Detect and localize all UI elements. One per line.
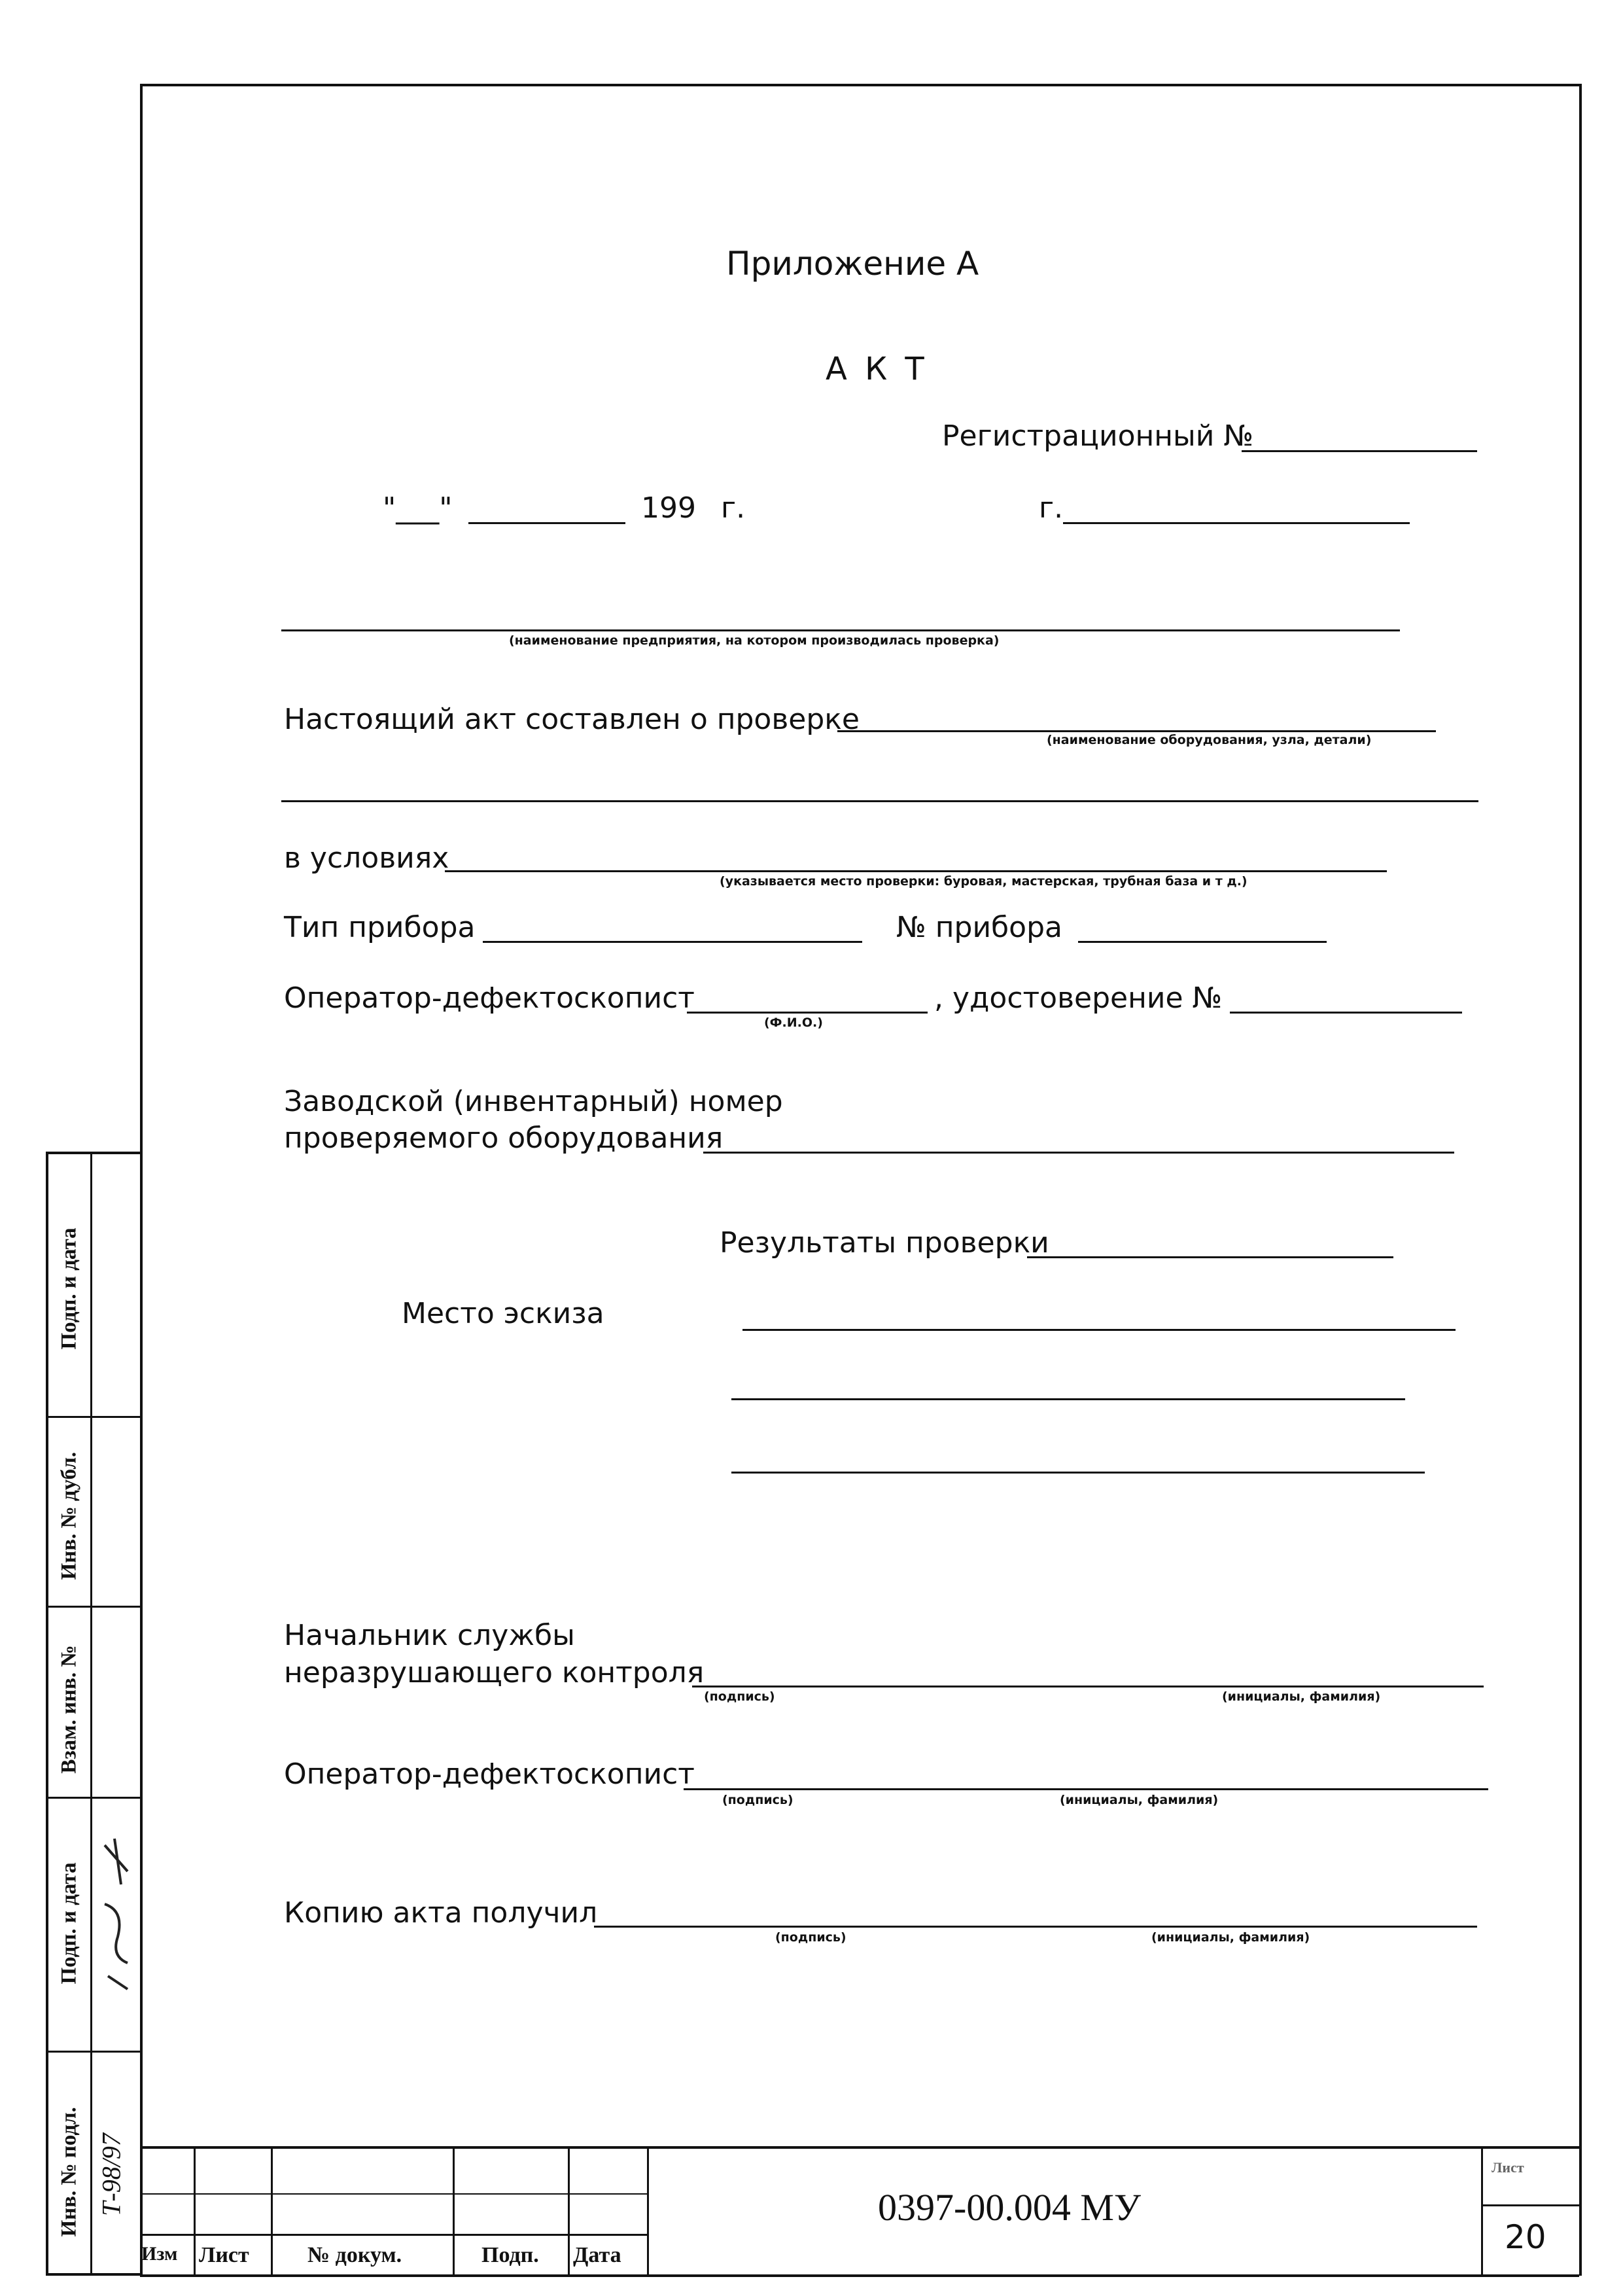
side-stamp-replace-inv: Взам. инв. № bbox=[57, 1645, 81, 1774]
title-block-sheet-row-divider bbox=[1481, 2204, 1579, 2206]
copy-label: Копию акта получил bbox=[284, 1896, 598, 1930]
registration-number-field[interactable] bbox=[1242, 450, 1477, 452]
title-block-col-list: Лист bbox=[199, 2243, 249, 2267]
serial-label-line1: Заводской (инвентарный) номер bbox=[284, 1085, 783, 1118]
title-block-col-divider-1 bbox=[194, 2149, 196, 2276]
serial-label-line2: проверяемого оборудования bbox=[284, 1122, 724, 1155]
sheet-label: Лист bbox=[1492, 2159, 1524, 2176]
certificate-number-field[interactable] bbox=[1230, 1012, 1462, 1014]
results-field-3[interactable] bbox=[731, 1398, 1405, 1400]
operator-label: Оператор-дефектоскопист bbox=[284, 981, 695, 1015]
title-block-sheet-divider bbox=[1481, 2149, 1483, 2276]
conditions-label: в условиях bbox=[284, 841, 449, 875]
certificate-label: , удостоверение № bbox=[934, 981, 1223, 1015]
side-stamp-divider-1 bbox=[48, 1416, 141, 1418]
title-block-col-divider-2 bbox=[271, 2149, 273, 2276]
title-block-col-doc: № докум. bbox=[307, 2243, 402, 2267]
title-block-row-divider-2 bbox=[140, 2234, 647, 2236]
frame-right-border bbox=[1579, 84, 1582, 2276]
operator-name-field[interactable] bbox=[687, 1012, 928, 1014]
sheet-number: 20 bbox=[1505, 2218, 1546, 2256]
results-field-2[interactable] bbox=[742, 1329, 1456, 1331]
copy-signature-field[interactable] bbox=[594, 1926, 1477, 1928]
title-block-col-divider-3 bbox=[453, 2149, 455, 2276]
appendix-title: Приложение А bbox=[726, 245, 979, 283]
side-stamp-sign-date-1: Подп. и дата bbox=[57, 1227, 81, 1350]
handwritten-signature bbox=[92, 1832, 140, 2002]
side-stamp-sign-date-2: Подп. и дата bbox=[57, 1862, 81, 1985]
device-type-field[interactable] bbox=[483, 941, 862, 943]
frame-top-border bbox=[140, 84, 1579, 86]
title-block-col-date: Дата bbox=[573, 2243, 621, 2267]
fio-hint: (Ф.И.О.) bbox=[764, 1016, 823, 1030]
chief-signature-field[interactable] bbox=[692, 1686, 1484, 1687]
year-label: 199 bbox=[641, 491, 696, 525]
operator2-initials-hint: (инициалы, фамилия) bbox=[1060, 1793, 1219, 1807]
results-field-1[interactable] bbox=[1027, 1256, 1393, 1258]
chief-label-line1: Начальник службы bbox=[284, 1619, 575, 1652]
handwritten-inv-number: Т-98/97 bbox=[96, 2133, 126, 2216]
side-stamp-inv-orig: Инв. № подл. bbox=[57, 2107, 81, 2237]
document-code: 0397-00.004 МУ bbox=[878, 2186, 1141, 2229]
conditions-hint: (указывается место проверки: буровая, мастерская, трубная база и т д.) bbox=[720, 874, 1248, 889]
act-title: А К Т bbox=[826, 351, 928, 387]
chief-initials-hint: (инициалы, фамилия) bbox=[1222, 1689, 1381, 1704]
operator2-signature-field[interactable] bbox=[684, 1788, 1488, 1790]
enterprise-field[interactable] bbox=[281, 629, 1400, 631]
device-number-label: № прибора bbox=[896, 911, 1062, 944]
side-stamp-divider-3 bbox=[48, 1797, 141, 1799]
equipment-field[interactable] bbox=[837, 730, 1436, 732]
side-stamp-divider-vertical bbox=[90, 1154, 92, 2273]
enterprise-hint: (наименование предприятия, на котором производилась проверка) bbox=[509, 633, 1000, 648]
check-label: Настоящий акт составлен о проверке bbox=[284, 703, 860, 736]
year-suffix: г. bbox=[721, 491, 746, 525]
city-label: г. bbox=[1039, 491, 1064, 525]
title-block-col-divider-5 bbox=[647, 2149, 649, 2276]
equipment-hint: (наименование оборудования, узла, детали) bbox=[1047, 733, 1372, 747]
results-field-4[interactable] bbox=[731, 1472, 1425, 1474]
operator2-signature-hint: (подпись) bbox=[722, 1793, 794, 1807]
registration-label: Регистрационный № bbox=[942, 419, 1254, 453]
side-stamp-divider-2 bbox=[48, 1606, 141, 1608]
title-block-col-sign: Подп. bbox=[481, 2243, 539, 2267]
title-block-col-izm: Изм bbox=[141, 2243, 178, 2265]
serial-number-field[interactable] bbox=[703, 1152, 1454, 1154]
sketch-label: Место эскиза bbox=[402, 1297, 604, 1330]
chief-label-line2: неразрушающего контроля bbox=[284, 1656, 705, 1689]
device-type-label: Тип прибора bbox=[284, 911, 476, 944]
copy-signature-hint: (подпись) bbox=[775, 1930, 846, 1945]
conditions-field[interactable] bbox=[445, 870, 1387, 872]
side-stamp-divider-4 bbox=[48, 2051, 141, 2053]
side-stamp-inv-dup: Инв. № дубл. bbox=[57, 1451, 81, 1580]
operator2-label: Оператор-дефектоскопист bbox=[284, 1757, 695, 1791]
title-block-col-divider-4 bbox=[568, 2149, 570, 2276]
device-number-field[interactable] bbox=[1078, 941, 1327, 943]
date-day-field[interactable]: "___" bbox=[383, 491, 453, 525]
equipment-field-continued[interactable] bbox=[281, 800, 1478, 802]
title-block-row-divider-1 bbox=[140, 2193, 647, 2195]
city-field[interactable] bbox=[1063, 522, 1410, 524]
date-month-field[interactable] bbox=[468, 522, 625, 524]
copy-initials-hint: (инициалы, фамилия) bbox=[1151, 1930, 1310, 1945]
results-label: Результаты проверки bbox=[720, 1226, 1049, 1260]
chief-signature-hint: (подпись) bbox=[704, 1689, 775, 1704]
